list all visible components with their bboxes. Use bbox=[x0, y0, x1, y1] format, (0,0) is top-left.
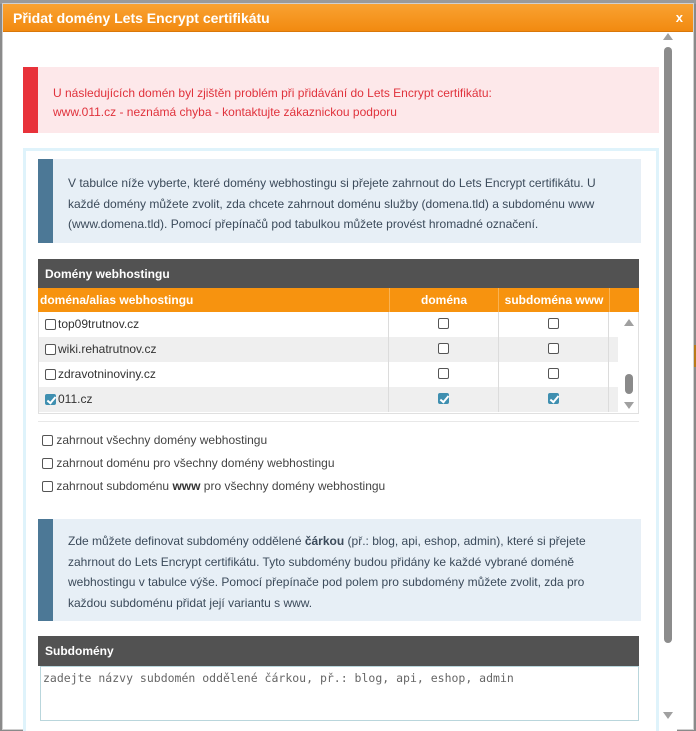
subdomains-input[interactable] bbox=[40, 666, 639, 721]
domain-name-cell bbox=[39, 387, 389, 412]
info-text: V tabulce níže vyberte, které domény webhostingu si přejete zahrnout do Lets Encrypt certifikátu. U každé domény můžete zvolit, zda chcete zahrnout doménu služby (domena.tld) a subdoménu www (www.domena.tld). Pomocí přepínačů pod tabulkou můžete provést hromadné označení. bbox=[68, 176, 596, 231]
option-all-domains[interactable] bbox=[42, 433, 267, 447]
domains-table-body bbox=[38, 312, 639, 414]
domain-cell bbox=[389, 312, 499, 337]
lets-encrypt-panel bbox=[23, 148, 659, 731]
subdomains-section-header: Subdomény bbox=[38, 636, 639, 666]
row-select-checkbox[interactable] bbox=[45, 394, 56, 405]
www-checkbox[interactable] bbox=[548, 368, 559, 379]
row-select-checkbox[interactable] bbox=[45, 344, 56, 355]
www-checkbox[interactable] bbox=[548, 343, 559, 354]
info-text-bold: čárkou bbox=[304, 534, 345, 548]
info-text-part2: (př.: blog, api, eshop, admin), které si přejete zahrnout do Lets Encrypt certifikátu. Tyto subdomény budou přidány ke každé vybrané doméně webhostingu v tabulce výše. Pomocí přepínače pod polem pro subdomény můžete zvolit, zda pro každou subdoménu přidat její variantu s www. bbox=[68, 534, 586, 610]
info-text-part1: Zde můžete definovat subdomény oddělené bbox=[68, 534, 305, 548]
option-label: zahrnout všechny domény webhostingu bbox=[56, 433, 268, 447]
www-checkbox[interactable] bbox=[548, 393, 559, 404]
option-label: zahrnout doménu pro všechny domény webhostingu bbox=[56, 456, 335, 470]
domain-checkbox[interactable] bbox=[438, 318, 449, 329]
dialog-titlebar[interactable] bbox=[3, 4, 693, 32]
dialog-title: Přidat domény Lets Encrypt certifikátu bbox=[13, 10, 270, 26]
info-bar bbox=[38, 519, 53, 621]
info-bar bbox=[38, 159, 53, 243]
table-row bbox=[39, 312, 618, 337]
error-alert-line2: www.011.cz - neznámá chyba - kontaktujte zákaznickou podporu bbox=[53, 105, 397, 119]
option-label-suffix: pro všechny domény webhostingu bbox=[200, 479, 386, 493]
all-domains-checkbox[interactable] bbox=[42, 435, 53, 446]
scroll-up-arrow-icon[interactable] bbox=[624, 319, 634, 326]
dialog bbox=[2, 3, 694, 730]
dialog-content bbox=[3, 33, 659, 731]
table-scrollbar-thumb[interactable] bbox=[625, 374, 633, 394]
option-label-bold: www bbox=[172, 479, 201, 493]
domain-cell bbox=[389, 387, 499, 412]
www-cell bbox=[499, 337, 609, 362]
column-header-spacer bbox=[609, 288, 639, 312]
option-domain-for-all[interactable] bbox=[42, 456, 335, 470]
domain-name-cell bbox=[39, 337, 389, 362]
domain-name: wiki.rehatrutnov.cz bbox=[58, 342, 157, 356]
column-header-www: subdoména www bbox=[498, 288, 609, 312]
domain-name: zdravotninoviny.cz bbox=[58, 367, 156, 381]
domain-name-cell bbox=[39, 312, 389, 337]
table-scrollbar[interactable] bbox=[620, 312, 638, 413]
scroll-up-arrow-icon[interactable] bbox=[663, 33, 673, 40]
domain-checkbox[interactable] bbox=[438, 343, 449, 354]
table-row bbox=[39, 362, 618, 387]
www-cell bbox=[499, 312, 609, 337]
www-cell bbox=[499, 387, 609, 412]
domain-for-all-checkbox[interactable] bbox=[42, 458, 53, 469]
close-button[interactable]: x bbox=[675, 10, 683, 25]
domain-cell bbox=[389, 337, 499, 362]
error-alert-line1: U následujících domén byl zjištěn problém při přidávání do Lets Encrypt certifikátu: bbox=[53, 86, 492, 100]
error-alert-bar bbox=[23, 67, 38, 133]
divider bbox=[38, 421, 639, 422]
scroll-down-arrow-icon[interactable] bbox=[624, 402, 634, 409]
info-box-domains bbox=[38, 159, 641, 243]
www-checkbox[interactable] bbox=[548, 318, 559, 329]
table-row bbox=[39, 387, 618, 412]
error-alert bbox=[23, 67, 659, 133]
domain-name: 011.cz bbox=[58, 392, 93, 406]
domain-name: top09trutnov.cz bbox=[58, 317, 140, 331]
row-select-checkbox[interactable] bbox=[45, 369, 56, 380]
column-header-domain-alias: doména/alias webhostingu bbox=[40, 293, 194, 307]
domain-checkbox[interactable] bbox=[438, 393, 449, 404]
column-header-domain: doména bbox=[389, 288, 498, 312]
row-select-checkbox[interactable] bbox=[45, 319, 56, 330]
domain-cell bbox=[389, 362, 499, 387]
domains-section-header: Domény webhostingu bbox=[38, 259, 639, 288]
www-for-all-checkbox[interactable] bbox=[42, 481, 53, 492]
option-label-prefix: zahrnout subdoménu bbox=[56, 479, 173, 493]
dialog-scrollbar[interactable] bbox=[659, 33, 677, 731]
dialog-scrollbar-thumb[interactable] bbox=[664, 47, 672, 643]
table-row bbox=[39, 337, 618, 362]
domain-name-cell bbox=[39, 362, 389, 387]
www-cell bbox=[499, 362, 609, 387]
domains-table-header bbox=[38, 288, 639, 312]
scroll-down-arrow-icon[interactable] bbox=[663, 712, 673, 719]
option-www-for-all[interactable] bbox=[42, 479, 385, 493]
domain-checkbox[interactable] bbox=[438, 368, 449, 379]
info-box-subdomains bbox=[38, 519, 641, 621]
